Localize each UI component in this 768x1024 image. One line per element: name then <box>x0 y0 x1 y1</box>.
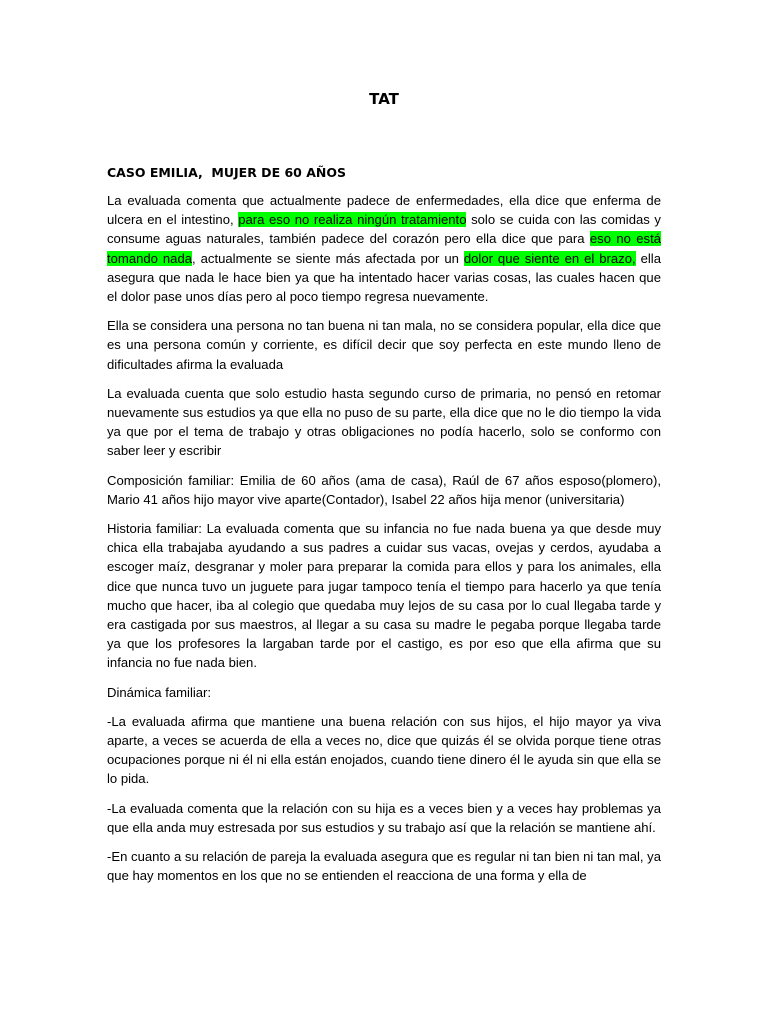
text-segment: ella asegura que nada le hace bien ya que ha intentado hacer varias cosas, las cuales hacen que el dolor pase unos días pero al poco tiempo regresa nuevamente. <box>107 250 661 305</box>
paragraph <box>107 316 661 374</box>
text-segment: Ella se considera una persona no tan buena ni tan mala, no se considera popular, ella dice que es una persona común y corriente, es difícil decir que soy perfecta en este mundo lleno de dificultades afirma la evaluada <box>107 318 661 372</box>
paragraph <box>107 712 661 789</box>
case-heading: CASO EMILIA, MUJER DE 60 AÑOS <box>107 165 346 180</box>
paragraph <box>107 847 661 885</box>
highlighted-text: eso no está tomando nada <box>107 231 661 266</box>
text-segment: solo se cuida con las comidas y consume aguas naturales, también padece del corazón pero ella dice que para <box>107 212 661 247</box>
document-body <box>107 191 661 896</box>
highlighted-text: dolor que siente en el brazo, <box>463 250 636 266</box>
paragraph <box>107 799 661 837</box>
text-segment: Composición familiar: Emilia de 60 años (ama de casa), Raúl de 67 años esposo(plomero), Mario 41 años hijo mayor vive aparte(Contador), Isabel 22 años hija menor (universitaria) <box>107 472 661 507</box>
paragraph <box>107 191 661 306</box>
text-segment: La evaluada cuenta que solo estudio hasta segundo curso de primaria, no pensó en retomar nuevamente sus estudios ya que ella no puso de su parte, ella dice que no le dio tiempo la vida ya que por el tema de trabajo y otras obligaciones no podía hacerlo, solo se conformo con saber leer y escribir <box>107 385 661 459</box>
document-title: TAT <box>369 90 399 108</box>
paragraph <box>107 384 661 461</box>
highlighted-text: para eso no realiza ningún tratamiento <box>238 212 467 228</box>
text-segment: -La evaluada afirma que mantiene una buena relación con sus hijos, el hijo mayor ya viva aparte, a veces se acuerda de ella a veces no, dice que quizás él se olvida porque tiene otras ocupaciones porque ni él ni ella están enojados, cuando tiene dinero él le ayuda sin que ella se lo pida. <box>107 713 661 787</box>
paragraph <box>107 519 661 673</box>
paragraph <box>107 683 661 702</box>
text-segment: , actualmente se siente más afectada por un <box>192 250 464 266</box>
paragraph <box>107 471 661 509</box>
text-segment: La evaluada comenta que actualmente padece de enfermedades, ella dice que enferma de ulcera en el intestino, <box>107 193 661 228</box>
text-segment: Historia familiar: La evaluada comenta que su infancia no fue nada buena ya que desde muy chica ella trabajaba ayudando a sus padres a cuidar sus vacas, ovejas y cerdos, ayudaba a escoger maíz, desgranar y moler para preparar la comida para ellos y para los animales, ella dice que nunca tuvo un juguete para jugar tampoco tenía el tiempo para hacerlo ya que tenía mucho que hacer, iba al colegio que quedaba muy lejos de su casa por lo cual llegaba tarde y era castigada por sus maestros, al llegar a su casa su madre le pegaba porque llegaba tarde ya que los profesores la largaban tarde por el castigo, es por eso que ella afirma que su infancia no fue nada bien. <box>107 521 661 671</box>
text-segment: -En cuanto a su relación de pareja la evaluada asegura que es regular ni tan bien ni tan mal, ya que hay momentos en los que no se entienden el reacciona de una forma y ella de <box>107 849 661 884</box>
text-segment: -La evaluada comenta que la relación con su hija es a veces bien y a veces hay problemas ya que ella anda muy estresada por sus estudios y su trabajo así que la relación se mantiene ahí. <box>107 800 661 835</box>
text-segment: Dinámica familiar: <box>107 684 212 700</box>
